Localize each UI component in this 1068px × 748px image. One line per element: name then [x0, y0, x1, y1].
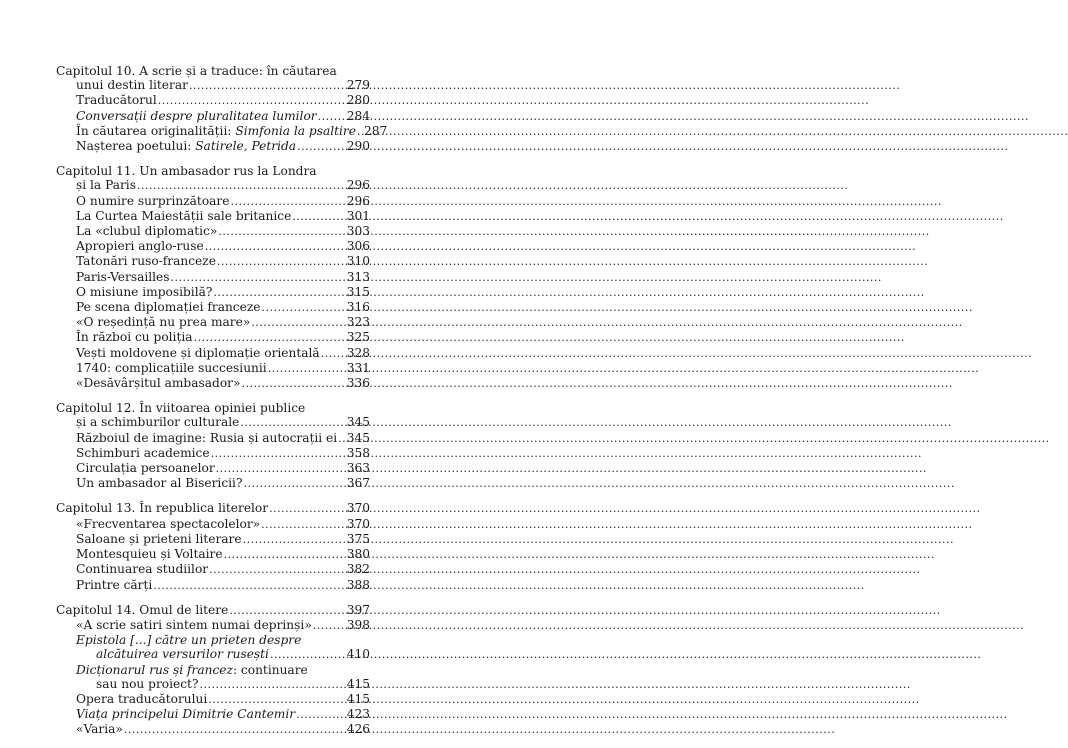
- page-number: 382: [346, 562, 370, 577]
- toc-entry: Un ambasador al Bisericii? ..... 367: [56, 476, 370, 491]
- toc-entry: În căutarea originalității: Simfonia la psaltire ..... 287: [56, 124, 370, 139]
- leader-dots: [261, 301, 345, 315]
- leader-dots: [218, 225, 345, 239]
- toc-entry: «Frecventarea spectacolelor» ..... 370: [56, 517, 370, 532]
- toc-entry: «A scrie satiri sintem numai deprinși» ..... 398: [56, 618, 370, 633]
- leader-dots: [321, 347, 346, 361]
- toc-entry: Paris-Versailles ..... 313: [56, 270, 370, 285]
- page-number: 345: [346, 430, 370, 445]
- leader-dots: [158, 94, 346, 108]
- leader-dots: [205, 240, 346, 254]
- table-of-contents: [56, 64, 388, 748]
- toc-entry: Saloane și prieteni literare ..... 375: [56, 532, 370, 547]
- page-number: 284: [346, 108, 370, 123]
- page-number: 306: [346, 239, 370, 254]
- chapter-title-continuation: și la Paris ..... 296: [56, 178, 370, 193]
- page-number: 325: [346, 330, 370, 345]
- toc-entry: Circulația persoanelor ..... 363: [56, 461, 370, 476]
- toc-entry: Războiul de imagine: Rusia și autocrații ei ..... 345: [56, 431, 370, 446]
- page-number: 316: [346, 300, 370, 315]
- chapter-title-continuation: unui destin literar ..... 279: [56, 78, 370, 93]
- page-number: 398: [346, 617, 370, 632]
- toc-entry: La Curtea Maiestății sale britanice ..... 301: [56, 209, 370, 224]
- page-number: 423: [346, 707, 370, 722]
- leader-dots: [261, 518, 346, 532]
- page-number: 397: [346, 602, 370, 617]
- chapter-title: Capitolul 12. În viitoarea opiniei publice: [56, 401, 306, 416]
- chapter-11: [56, 164, 370, 391]
- toc-entry: Opera traducătorului ..... 415: [56, 692, 370, 707]
- page-number: 370: [346, 501, 370, 516]
- chapter-title: Capitolul 13. În republica literelor ..... 370: [56, 501, 370, 516]
- leader-dots: [137, 179, 346, 193]
- leader-dots: [318, 110, 346, 124]
- chapter-title-continuation: și a schimburilor culturale ..... 345: [56, 415, 370, 430]
- leader-dots: [297, 140, 346, 154]
- page-number: 336: [346, 376, 370, 391]
- leader-dots: [243, 477, 345, 491]
- toc-entry-continuation: sau nou proiect? ..... 415: [56, 677, 370, 692]
- chapter-12: [56, 401, 370, 491]
- leader-dots: [240, 416, 345, 430]
- chapter-title: Capitolul 14. Omul de litere ..... 397: [56, 603, 370, 618]
- toc-entry: Vești moldovene și diplomație orientală ..... 328: [56, 346, 370, 361]
- leader-dots: [229, 604, 345, 618]
- page-number: 345: [346, 415, 370, 430]
- page-number: 358: [346, 445, 370, 460]
- leader-dots: [313, 619, 346, 633]
- page-number: 323: [346, 315, 370, 330]
- leader-dots: [213, 286, 345, 300]
- page-number: 331: [346, 360, 370, 375]
- leader-dots: [269, 502, 346, 516]
- chapter-title: Capitolul 10. A scrie și a traduce: în căutarea: [56, 64, 337, 78]
- leader-dots: [268, 362, 346, 376]
- leader-dots: [194, 331, 346, 345]
- page-number: 380: [346, 547, 370, 562]
- toc-entry: Viața principelui Dimitrie Cantemir ..... 423: [56, 707, 370, 722]
- toc-entry: «Varia» ..... 426: [56, 722, 370, 737]
- page-number: 303: [346, 224, 370, 239]
- leader-dots: [209, 563, 346, 577]
- page-number: 313: [346, 269, 370, 284]
- toc-entry: Printre cărți ..... 388: [56, 578, 370, 593]
- toc-entry: Nașterea poetului: Satirele, Petrida ..... 290: [56, 139, 370, 154]
- toc-entry-multiline: Dicționarul rus și francez: continuare: [76, 662, 308, 677]
- toc-entry: În război cu poliția ..... 325: [56, 330, 370, 345]
- leader-dots: [292, 210, 345, 224]
- leader-dots: [216, 462, 346, 476]
- page-number: 296: [346, 193, 370, 208]
- leader-dots: [270, 648, 346, 662]
- leader-dots: [153, 579, 345, 593]
- page-number: 328: [346, 345, 370, 360]
- page-number: 279: [346, 78, 370, 93]
- page-number: 426: [346, 722, 370, 737]
- leader-dots: [171, 271, 346, 285]
- leader-dots: [224, 548, 346, 562]
- page-number: 363: [346, 461, 370, 476]
- leader-dots: [251, 316, 345, 330]
- page-number: 415: [346, 691, 370, 706]
- page-number: 287: [363, 123, 388, 138]
- page-number: 290: [346, 139, 370, 154]
- leader-dots: [230, 195, 345, 209]
- toc-entry: Tatonări ruso-franceze ..... 310: [56, 254, 370, 269]
- page-number: 367: [346, 476, 370, 491]
- toc-entry: Montesquieu și Voltaire ..... 380: [56, 547, 370, 562]
- toc-entry: «Desăvârșitul ambasador» ..... 336: [56, 376, 370, 391]
- leader-dots: [211, 447, 346, 461]
- page-number: 370: [346, 516, 370, 531]
- leader-dots: [243, 533, 346, 547]
- toc-entry: Schimburi academice ..... 358: [56, 446, 370, 461]
- chapter-14: [56, 603, 370, 738]
- toc-entry-continuation: alcătuirea versurilor rusești ..... 410: [56, 647, 370, 662]
- page-number: 301: [346, 208, 370, 223]
- toc-entry: Pe scena diplomației franceze ..... 316: [56, 300, 370, 315]
- leader-dots: [189, 79, 346, 93]
- toc-entry-multiline: Epistola [...] către un prieten despre: [76, 633, 302, 648]
- toc-entry: La «clubul diplomatic» ..... 303: [56, 224, 370, 239]
- leader-dots: [200, 678, 346, 692]
- chapter-10: [56, 64, 388, 154]
- toc-entry: Traducătorul ..... 280: [56, 93, 370, 108]
- chapter-13: [56, 501, 370, 592]
- toc-entry: Apropieri anglo-ruse ..... 306: [56, 239, 370, 254]
- leader-dots: [296, 708, 346, 722]
- page-number: 410: [346, 647, 370, 662]
- toc-entry: O numire surprinzătoare ..... 296: [56, 194, 370, 209]
- page-number: 280: [346, 93, 370, 108]
- toc-entry: Continuarea studiilor ..... 382: [56, 562, 370, 577]
- leader-dots: [357, 125, 363, 139]
- leader-dots: [241, 377, 345, 391]
- page-number: 415: [346, 676, 370, 691]
- page-number: 310: [346, 254, 370, 269]
- toc-entry: O misiune imposibilă? ..... 315: [56, 285, 370, 300]
- leader-dots: [124, 723, 346, 737]
- page-number: 375: [346, 531, 370, 546]
- toc-entry: Conversații despre pluralitatea lumilor ..... 284: [56, 109, 370, 124]
- leader-dots: [338, 432, 346, 446]
- page-number: 388: [346, 577, 370, 592]
- toc-entry: «O reședință nu prea mare» ..... 323: [56, 315, 370, 330]
- leader-dots: [217, 255, 346, 269]
- chapter-title: Capitolul 11. Un ambasador rus la Londra: [56, 164, 317, 179]
- leader-dots: [208, 693, 345, 707]
- page-number: 296: [346, 178, 370, 193]
- page-number: 315: [346, 284, 370, 299]
- toc-entry: 1740: complicațiile succesiunii ..... 331: [56, 361, 370, 376]
